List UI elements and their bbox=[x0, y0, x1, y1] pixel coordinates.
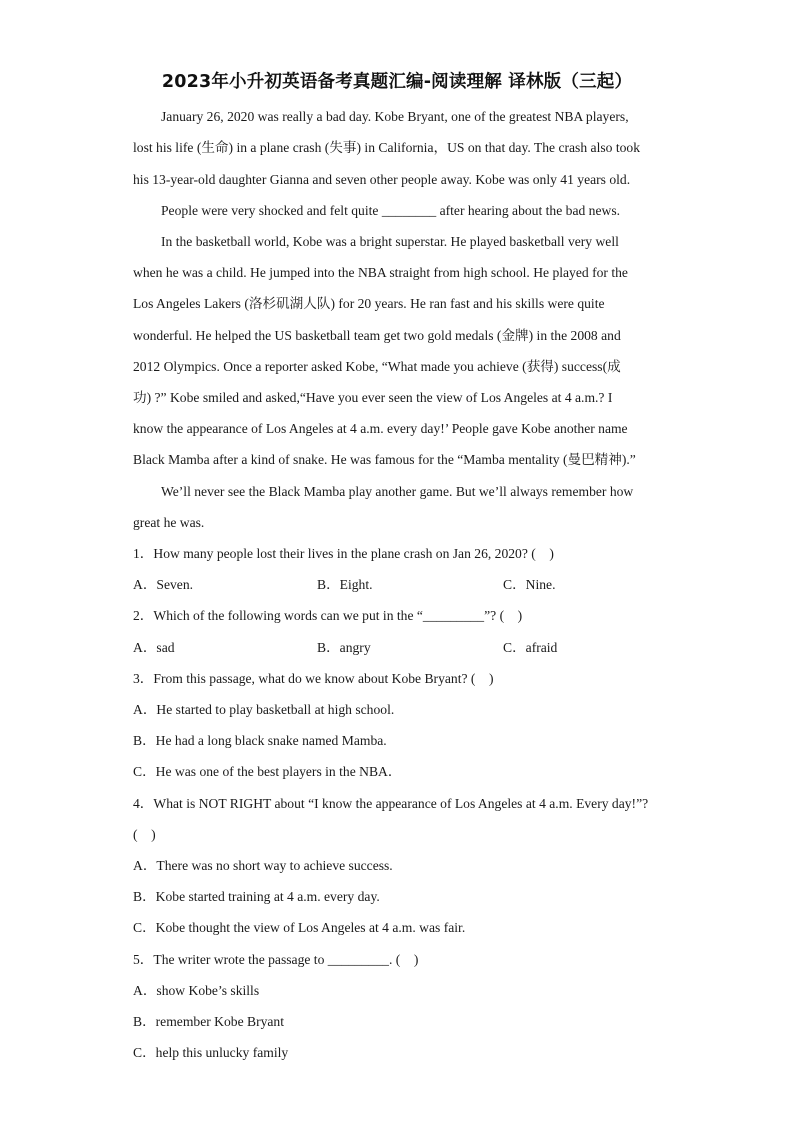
passage-line: We’ll never see the Black Mamba play another game. But we’ll always remember how bbox=[161, 484, 634, 499]
question-3-option-b: B．He had a long black snake named Mamba. bbox=[133, 733, 387, 748]
question-2-option-a: A．sad bbox=[133, 640, 175, 655]
passage-line: In the basketball world, Kobe was a bright superstar. He played basketball very well bbox=[161, 234, 619, 249]
question-3-option-a: A．He started to play basketball at high school. bbox=[133, 702, 395, 717]
passage-line: Los Angeles Lakers (洛杉矶湖人队) for 20 years. He ran fast and his skills were quite bbox=[133, 296, 605, 311]
question-3-stem: 3．From this passage, what do we know about Kobe Bryant? ( ) bbox=[133, 671, 494, 686]
passage-line: People were very shocked and felt quite ________ after hearing about the bad news. bbox=[161, 203, 621, 218]
question-1-option-b: B．Eight. bbox=[317, 577, 373, 592]
passage-line: know the appearance of Los Angeles at 4 a.m. every day!’ People gave Kobe another name bbox=[133, 421, 628, 436]
question-2-option-b: B．angry bbox=[317, 640, 371, 655]
question-1-stem: 1．How many people lost their lives in the plane crash on Jan 26, 2020? ( ) bbox=[133, 546, 554, 561]
passage-line: Black Mamba after a kind of snake. He was famous for the “Mamba mentality (曼巴精神).” bbox=[133, 452, 636, 467]
passage-line: January 26, 2020 was really a bad day. Kobe Bryant, one of the greatest NBA players, bbox=[161, 109, 629, 124]
passage-line: lost his life (生命) in a plane crash (失事) in California，US on that day. The crash also took bbox=[133, 140, 641, 155]
question-4-answer-bracket: ( ) bbox=[133, 827, 156, 842]
question-4-option-a: A．There was no short way to achieve success. bbox=[133, 858, 393, 873]
question-1-option-c: C．Nine. bbox=[503, 577, 556, 592]
passage-line: 功) ?” Kobe smiled and asked,“Have you ever seen the view of Los Angeles at 4 a.m.? I bbox=[133, 390, 613, 405]
question-5-stem: 5．The writer wrote the passage to _________. ( ) bbox=[133, 952, 419, 967]
question-1-option-a: A．Seven. bbox=[133, 577, 194, 592]
question-4-option-c: C．Kobe thought the view of Los Angeles at 4 a.m. was fair. bbox=[133, 920, 466, 935]
question-4-stem: 4．What is NOT RIGHT about “I know the appearance of Los Angeles at 4 a.m. Every day!”? bbox=[133, 796, 649, 811]
passage-line: his 13-year-old daughter Gianna and seven other people away. Kobe was only 41 years old. bbox=[133, 172, 631, 187]
passage-line: great he was. bbox=[133, 515, 205, 530]
page-title: 2023年小升初英语备考真题汇编-阅读理解 译林版（三起） bbox=[161, 72, 633, 92]
passage-line: 2012 Olympics. Once a reporter asked Kobe, “What made you achieve (获得) success(成 bbox=[133, 359, 621, 374]
question-4-option-b: B．Kobe started training at 4 a.m. every day. bbox=[133, 889, 380, 904]
question-2-option-c: C．afraid bbox=[503, 640, 558, 655]
question-5-option-c: C．help this unlucky family bbox=[133, 1045, 289, 1060]
passage-line: when he was a child. He jumped into the NBA straight from high school. He played for the bbox=[133, 265, 628, 280]
question-5-option-b: B．remember Kobe Bryant bbox=[133, 1014, 284, 1029]
passage-line: wonderful. He helped the US basketball team get two gold medals (金牌) in the 2008 and bbox=[133, 328, 621, 343]
question-5-option-a: A．show Kobe’s skills bbox=[133, 983, 260, 998]
question-3-option-c: C．He was one of the best players in the NBA． bbox=[133, 764, 402, 779]
question-2-stem: 2．Which of the following words can we put in the “_________”? ( ) bbox=[133, 608, 523, 623]
